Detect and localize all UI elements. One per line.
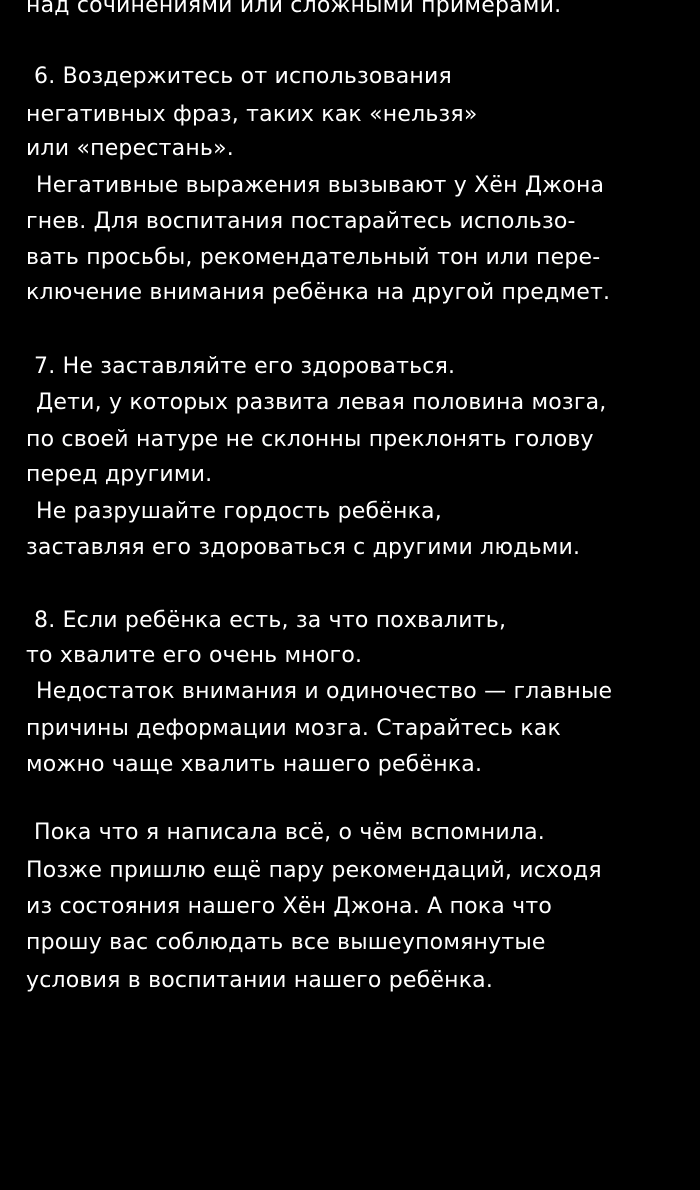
text-line: заставляя его здороваться с другими людьми. bbox=[26, 535, 581, 560]
text-line: или «перестань». bbox=[26, 136, 234, 161]
text-line: вать просьбы, рекомендательный тон или пере- bbox=[26, 245, 601, 270]
text-line: гнев. Для воспитания постарайтесь использо- bbox=[26, 209, 576, 234]
text-line: 6. Воздержитесь от использования bbox=[34, 64, 452, 89]
text-line: условия в воспитании нашего ребёнка. bbox=[26, 968, 494, 993]
text-line: то хвалите его очень много. bbox=[26, 643, 363, 668]
text-line: из состояния нашего Хён Джона. А пока что bbox=[26, 894, 553, 919]
text-line: Недостаток внимания и одиночество — главные bbox=[36, 679, 613, 704]
text-line: перед другими. bbox=[26, 462, 213, 487]
text-line: 8. Если ребёнка есть, за что похвалить, bbox=[34, 608, 507, 633]
text-line: причины деформации мозга. Старайтесь как bbox=[26, 716, 561, 741]
text-line: Негативные выражения вызывают у Хён Джона bbox=[36, 173, 605, 198]
text-line: 7. Не заставляйте его здороваться. bbox=[34, 354, 456, 379]
text-line: Пока что я написала всё, о чём вспомнила. bbox=[34, 820, 545, 845]
text-line: можно чаще хвалить нашего ребёнка. bbox=[26, 752, 483, 777]
text-line: над сочинениями или сложными примерами. bbox=[26, 0, 562, 18]
text-line: по своей натуре не склонны преклонять голову bbox=[26, 427, 594, 452]
text-line: прошу вас соблюдать все вышеупомянутые bbox=[26, 930, 546, 955]
text-line: Дети, у которых развита левая половина мозга, bbox=[36, 390, 607, 415]
text-line: Не разрушайте гордость ребёнка, bbox=[36, 499, 442, 524]
text-line: Позже пришлю ещё пару рекомендаций, исходя bbox=[26, 858, 602, 883]
text-line: негативных фраз, таких как «нельзя» bbox=[26, 102, 478, 127]
text-line: ключение внимания ребёнка на другой предмет. bbox=[26, 280, 611, 305]
